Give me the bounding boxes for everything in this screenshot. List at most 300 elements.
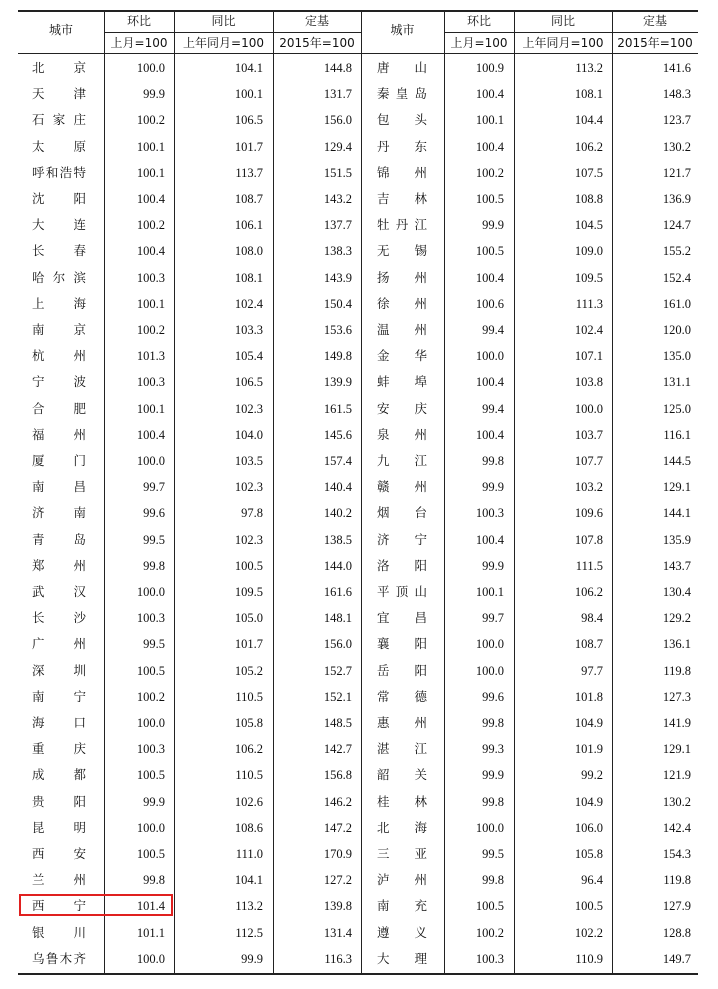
city-cell: 广州 [32,636,86,652]
table-row [18,684,698,710]
yoy-cell: 103.7 [574,427,603,442]
mom-cell: 100.0 [475,820,504,835]
yoy-cell: 100.5 [574,899,603,914]
fixed-cell: 138.5 [323,532,352,547]
yoy-cell: 101.7 [234,139,263,154]
fixed-cell: 152.1 [323,689,352,704]
city-cell: 扬州 [377,269,427,285]
mom-cell: 100.3 [475,951,504,966]
yoy-cell: 98.4 [581,611,603,626]
city-cell: 湛江 [377,741,427,757]
city-cell: 锦州 [377,164,427,180]
city-cell: 常德 [377,688,427,704]
fixed-cell: 146.2 [323,794,352,809]
fixed-cell: 149.7 [662,951,691,966]
fixed-cell: 147.2 [323,820,352,835]
city-cell: 安庆 [377,400,427,416]
mom-cell: 99.8 [143,558,165,573]
table-row [18,422,698,448]
fixed-cell: 116.3 [324,951,352,966]
table-row [18,134,698,160]
yoy-cell: 106.2 [574,585,603,599]
fixed-cell: 135.9 [662,532,691,547]
city-cell: 贵阳 [32,793,86,809]
mom-cell: 100.1 [136,139,165,154]
yoy-cell: 105.4 [234,349,263,364]
yoy-cell: 103.5 [234,454,263,468]
mom-cell: 101.1 [136,925,165,940]
fixed-cell: 138.3 [323,244,352,259]
fixed-cell: 170.9 [323,847,352,861]
bottom-rule [18,973,698,975]
city-cell: 蚌埠 [377,374,427,390]
city-cell: 大理 [377,950,427,966]
city-cell: 厦门 [32,453,86,468]
fixed-cell: 136.9 [662,192,691,206]
yoy-cell: 102.3 [234,480,263,495]
mom-cell: 100.0 [136,454,165,468]
mom-cell: 99.6 [482,689,504,704]
yoy-cell: 106.5 [234,113,263,128]
fixed-cell: 119.8 [663,663,691,678]
city-cell: 丹东 [377,138,427,154]
fixed-cell: 121.9 [662,768,691,783]
city-cell: 上海 [32,295,86,311]
mom-cell: 100.1 [136,401,165,416]
city-cell: 海口 [32,715,86,730]
city-cell: 岳阳 [377,662,427,678]
fixed-cell: 141.9 [662,716,691,730]
table-row [18,291,698,317]
fixed-cell: 131.4 [323,925,352,940]
mom-cell: 99.5 [143,637,165,652]
mom-cell: 100.4 [475,427,504,442]
city-cell: 成都 [32,767,86,783]
fixed-cell: 125.0 [662,401,691,416]
mom-cell: 100.5 [475,192,504,206]
fixed-cell: 130.2 [662,139,691,154]
yoy-cell: 110.5 [235,689,263,704]
header-city-right: 城市 [390,23,415,37]
table-row [18,317,698,343]
header-yoy-base-right: 上年同月=100 [522,36,604,50]
yoy-cell: 102.6 [234,794,263,809]
yoy-cell: 111.3 [575,296,603,311]
fixed-cell: 145.6 [323,427,352,442]
mom-cell: 100.2 [136,113,165,128]
fixed-cell: 142.4 [662,820,691,835]
fixed-cell: 144.1 [662,506,691,521]
city-cell: 无锡 [377,243,427,259]
city-cell: 杭州 [32,348,86,364]
header-yoy-base-left: 上年同月=100 [183,36,264,50]
city-cell: 郑州 [32,557,86,573]
fixed-cell: 129.4 [323,139,352,154]
city-cell: 秦皇岛 [377,86,427,102]
yoy-cell: 111.0 [235,847,263,861]
mom-cell: 100.4 [136,192,165,206]
city-cell: 武汉 [32,584,86,599]
fixed-cell: 140.2 [323,506,352,521]
table-row [18,265,698,291]
fixed-cell: 129.1 [662,742,691,757]
city-cell: 太原 [32,138,86,154]
mom-cell: 99.9 [143,794,165,809]
yoy-cell: 107.5 [574,165,603,180]
header-yoy-right: 同比 [550,14,575,28]
fixed-cell: 143.9 [323,270,352,285]
table-row [18,867,698,893]
yoy-cell: 104.1 [234,873,263,888]
fixed-cell: 152.4 [662,270,691,285]
city-cell: 西安 [32,846,86,861]
yoy-cell: 110.9 [575,951,603,966]
mom-cell: 99.8 [143,873,165,888]
city-cell: 温州 [377,322,427,337]
yoy-cell: 97.7 [581,663,603,678]
city-cell: 南京 [32,322,86,337]
city-cell: 深圳 [32,662,86,678]
fixed-cell: 144.0 [323,558,352,573]
table-row [18,605,698,631]
fixed-cell: 130.4 [662,585,691,599]
mom-cell: 99.4 [482,401,504,416]
table-row [18,186,698,212]
yoy-cell: 107.8 [574,532,603,547]
fixed-cell: 139.8 [323,899,352,914]
mom-cell: 100.4 [475,87,504,102]
fixed-cell: 144.8 [323,61,352,75]
yoy-cell: 104.0 [234,427,263,442]
city-cell: 长春 [32,243,86,259]
fixed-cell: 152.7 [323,663,352,678]
fixed-cell: 131.7 [323,87,352,102]
city-cell: 洛阳 [377,557,427,573]
fixed-cell: 139.9 [323,375,352,390]
city-cell: 沈阳 [32,191,86,206]
city-cell: 石家庄 [32,112,86,128]
city-cell: 赣州 [377,479,427,495]
fixed-cell: 142.7 [323,742,352,757]
city-cell: 大连 [32,217,86,233]
city-cell: 平顶山 [377,584,427,599]
header-mom-base-right: 上月=100 [450,36,508,50]
yoy-cell: 109.5 [574,270,603,285]
yoy-cell: 97.8 [241,506,263,521]
price-index-table [18,10,698,975]
table-row [18,396,698,422]
table-row [18,107,698,133]
city-cell: 遵义 [377,924,427,940]
table-row [18,579,698,605]
yoy-cell: 106.0 [574,820,603,835]
city-cell: 宜昌 [377,610,427,626]
fixed-cell: 131.1 [662,375,691,390]
city-cell: 襄阳 [377,636,427,652]
highlight-box-xining [19,894,173,916]
yoy-cell: 101.8 [574,689,603,704]
table-row [18,55,698,81]
fixed-cell: 143.7 [662,558,691,573]
fixed-cell: 135.0 [662,349,691,364]
yoy-cell: 102.4 [574,323,603,337]
yoy-cell: 99.9 [241,951,263,966]
yoy-cell: 103.8 [574,375,603,390]
mom-cell: 100.1 [475,113,504,128]
city-cell: 兰州 [32,872,86,888]
yoy-cell: 101.9 [574,742,603,757]
yoy-cell: 105.0 [234,611,263,626]
mom-cell: 99.8 [482,794,504,809]
mom-cell: 99.9 [482,558,504,573]
city-cell: 金华 [377,348,427,364]
city-cell: 济宁 [377,531,427,547]
mom-cell: 100.2 [136,218,165,233]
mom-cell: 101.4 [136,899,165,914]
city-cell: 桂林 [377,793,427,809]
mom-cell: 100.3 [136,611,165,626]
mom-cell: 100.0 [475,663,504,678]
mom-cell: 99.9 [482,218,504,233]
yoy-cell: 102.2 [574,925,603,940]
city-cell: 重庆 [32,741,86,757]
city-cell: 长沙 [32,610,86,626]
header-yoy-left: 同比 [211,14,236,28]
yoy-cell: 108.8 [574,192,603,206]
yoy-cell: 101.7 [234,637,263,652]
yoy-cell: 103.3 [234,323,263,337]
fixed-cell: 141.6 [662,61,691,75]
fixed-cell: 156.8 [323,768,352,783]
yoy-cell: 108.1 [234,270,263,285]
fixed-cell: 153.6 [323,323,352,337]
mom-cell: 100.4 [475,270,504,285]
table-row [18,474,698,500]
fixed-cell: 124.7 [662,218,691,233]
yoy-cell: 106.1 [234,218,263,233]
yoy-cell: 104.9 [574,794,603,809]
yoy-cell: 102.3 [234,532,263,547]
table-row [18,343,698,369]
yoy-cell: 113.2 [575,61,603,75]
fixed-cell: 128.8 [662,925,691,940]
fixed-cell: 121.7 [662,165,691,180]
mom-cell: 100.0 [475,637,504,652]
yoy-cell: 99.2 [581,768,603,783]
yoy-cell: 112.5 [235,925,263,940]
yoy-cell: 100.0 [574,401,603,416]
city-cell: 西宁 [32,898,86,914]
fixed-cell: 148.5 [323,716,352,730]
table-row [18,762,698,788]
city-cell: 宁波 [32,374,86,390]
yoy-cell: 102.4 [234,296,263,311]
header-fixed-base-left: 2015年=100 [279,36,355,50]
fixed-cell: 161.6 [323,585,352,599]
yoy-cell: 103.2 [574,480,603,495]
yoy-cell: 110.5 [235,768,263,783]
fixed-cell: 143.2 [323,192,352,206]
yoy-cell: 104.1 [234,61,263,75]
fixed-cell: 129.1 [662,480,691,495]
city-cell: 天津 [32,86,86,102]
table-row [18,710,698,736]
city-cell: 唐山 [377,60,427,75]
mom-cell: 100.4 [475,375,504,390]
mom-cell: 99.4 [482,323,504,337]
mom-cell: 99.9 [482,768,504,783]
mom-cell: 99.3 [482,742,504,757]
mom-cell: 100.4 [475,532,504,547]
mom-cell: 100.1 [475,585,504,599]
city-cell: 三亚 [377,846,427,861]
city-cell: 吉林 [377,191,427,206]
fixed-cell: 119.8 [663,873,691,888]
yoy-cell: 104.5 [574,218,603,233]
mom-cell: 99.5 [143,532,165,547]
table-row [18,500,698,526]
fixed-cell: 144.5 [662,454,691,468]
mom-cell: 100.3 [136,270,165,285]
mom-cell: 100.2 [475,925,504,940]
yoy-cell: 105.8 [574,847,603,861]
city-cell: 昆明 [32,819,86,835]
table-row [18,920,698,946]
yoy-cell: 109.0 [574,244,603,259]
yoy-cell: 104.4 [574,113,603,128]
mom-cell: 100.9 [475,61,504,75]
mom-cell: 99.9 [482,480,504,495]
yoy-cell: 108.0 [234,244,263,259]
fixed-cell: 148.1 [323,611,352,626]
mom-cell: 100.0 [136,716,165,730]
city-cell: 南宁 [32,688,86,704]
yoy-cell: 107.7 [574,454,603,468]
mom-cell: 100.4 [136,427,165,442]
table-row [18,815,698,841]
mom-cell: 100.2 [136,323,165,337]
mom-cell: 99.6 [143,506,165,521]
mom-cell: 99.8 [482,454,504,468]
mom-cell: 100.0 [136,951,165,966]
city-cell: 韶关 [377,767,427,783]
fixed-cell: 127.3 [662,689,691,704]
table-row [18,789,698,815]
fixed-cell: 127.2 [323,873,352,888]
table-row [18,160,698,186]
header-mom-base-left: 上月=100 [110,36,168,50]
mom-cell: 100.3 [136,375,165,390]
mom-cell: 100.2 [136,689,165,704]
header-subrule-right [444,32,698,33]
header-fixed-left: 定基 [304,14,329,28]
mom-cell: 99.8 [482,716,504,730]
city-cell: 烟台 [377,505,427,521]
city-cell: 济南 [32,505,86,521]
header-mom-right: 环比 [466,14,491,28]
city-cell: 包头 [377,112,427,128]
fixed-cell: 161.5 [323,401,352,416]
mom-cell: 100.6 [475,296,504,311]
fixed-cell: 140.4 [323,480,352,495]
fixed-cell: 156.0 [323,637,352,652]
mom-cell: 100.4 [136,244,165,259]
table-row [18,238,698,264]
mom-cell: 99.7 [482,611,504,626]
table-row [18,527,698,553]
city-cell: 泸州 [377,872,427,888]
yoy-cell: 105.2 [234,663,263,678]
city-cell: 银川 [32,924,86,940]
city-cell: 北海 [377,819,427,835]
yoy-cell: 108.7 [234,192,263,206]
fixed-cell: 129.2 [662,611,691,626]
mom-cell: 100.5 [136,768,165,783]
mom-cell: 101.3 [136,349,165,364]
table-row [18,553,698,579]
mom-cell: 99.8 [482,873,504,888]
city-cell: 惠州 [377,715,427,730]
mom-cell: 100.3 [136,742,165,757]
table-row [18,369,698,395]
mom-cell: 100.4 [475,139,504,154]
yoy-cell: 109.5 [234,585,263,599]
yoy-cell: 102.3 [234,401,263,416]
yoy-cell: 113.2 [235,899,263,914]
mom-cell: 100.0 [136,585,165,599]
header-subrule-left [104,32,361,33]
top-rule [18,10,698,12]
mom-cell: 100.1 [136,296,165,311]
fixed-cell: 130.2 [662,794,691,809]
city-cell: 呼和浩特 [32,164,86,180]
yoy-cell: 96.4 [581,873,603,888]
yoy-cell: 107.1 [574,349,603,364]
fixed-cell: 120.0 [662,323,691,337]
city-cell: 北京 [32,60,86,75]
header-fixed-right: 定基 [642,14,667,28]
city-cell: 牡丹江 [377,217,427,233]
fixed-cell: 154.3 [662,847,691,861]
fixed-cell: 116.1 [663,427,691,442]
yoy-cell: 106.2 [574,139,603,154]
fixed-cell: 161.0 [662,296,691,311]
city-cell: 泉州 [377,426,427,442]
city-cell: 福州 [32,426,86,442]
header-rule [18,53,698,54]
mom-cell: 100.5 [475,244,504,259]
header-fixed-base-right: 2015年=100 [617,36,693,50]
yoy-cell: 108.1 [574,87,603,102]
mom-cell: 100.0 [136,820,165,835]
table-row [18,212,698,238]
mom-cell: 100.5 [136,847,165,861]
yoy-cell: 109.6 [574,506,603,521]
fixed-cell: 150.4 [323,296,352,311]
fixed-cell: 137.7 [323,218,352,233]
yoy-cell: 113.7 [235,165,263,180]
yoy-cell: 104.9 [574,716,603,730]
yoy-cell: 111.5 [575,558,603,573]
city-cell: 南充 [377,898,427,914]
table-row [18,631,698,657]
table-row [18,81,698,107]
fixed-cell: 155.2 [662,244,691,259]
yoy-cell: 108.7 [574,637,603,652]
mom-cell: 99.9 [143,87,165,102]
mom-cell: 100.5 [475,899,504,914]
header-city-left: 城市 [48,23,73,37]
